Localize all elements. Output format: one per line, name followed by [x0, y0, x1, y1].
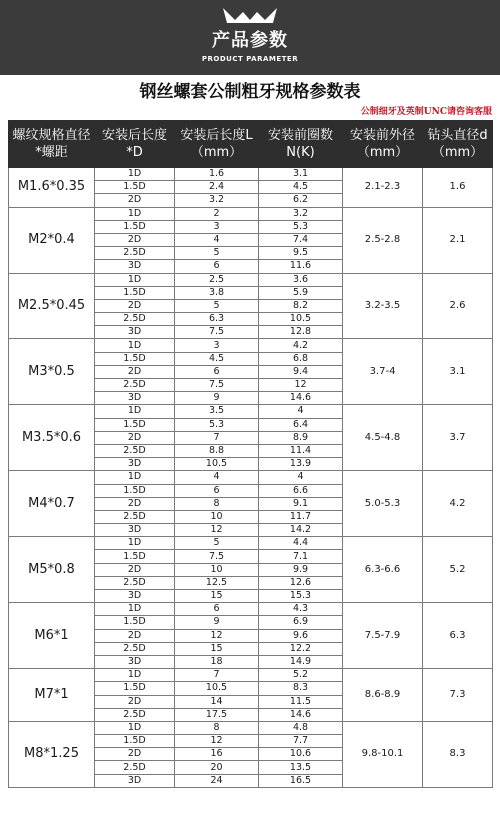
product-parameter-banner — [0, 0, 500, 75]
spec-cell: M3.5*0.6 — [9, 405, 95, 471]
length-factor-cell: 3D — [95, 260, 175, 273]
turns-cell: 7.1 — [259, 550, 343, 563]
length-factor-cell: 2D — [95, 194, 175, 207]
length-cell: 2.4 — [175, 181, 259, 194]
length-cell: 5 — [175, 537, 259, 550]
turns-cell: 12 — [259, 379, 343, 392]
drill-diameter-cell: 6.3 — [423, 603, 493, 669]
length-factor-cell: 2.5D — [95, 761, 175, 774]
length-cell: 12.5 — [175, 576, 259, 589]
length-factor-cell: 1.5D — [95, 220, 175, 233]
length-factor-cell: 2D — [95, 431, 175, 444]
length-factor-cell: 1.5D — [95, 682, 175, 695]
outer-diameter-cell: 3.7-4 — [343, 339, 423, 405]
table-row — [9, 537, 493, 550]
turns-cell: 4.8 — [259, 721, 343, 734]
length-factor-cell: 2D — [95, 299, 175, 312]
length-factor-cell: 1D — [95, 537, 175, 550]
turns-cell: 11.5 — [259, 695, 343, 708]
length-cell: 4 — [175, 471, 259, 484]
outer-diameter-cell: 4.5-4.8 — [343, 405, 423, 471]
length-cell: 7.5 — [175, 550, 259, 563]
length-factor-cell: 1D — [95, 168, 175, 181]
banner-title: 产品参数 — [212, 30, 288, 51]
turns-cell: 12.8 — [259, 326, 343, 339]
length-cell: 1.6 — [175, 168, 259, 181]
length-factor-cell: 2.5D — [95, 642, 175, 655]
table-row — [9, 207, 493, 220]
length-cell: 14 — [175, 695, 259, 708]
turns-cell: 5.9 — [259, 286, 343, 299]
length-factor-cell: 2.5D — [95, 708, 175, 721]
outer-diameter-cell: 7.5-7.9 — [343, 603, 423, 669]
length-factor-cell: 2D — [95, 365, 175, 378]
length-factor-cell: 1.5D — [95, 352, 175, 365]
outer-diameter-cell: 5.0-5.3 — [343, 471, 423, 537]
length-cell: 3 — [175, 220, 259, 233]
length-cell: 12 — [175, 629, 259, 642]
outer-diameter-cell: 9.8-10.1 — [343, 721, 423, 787]
turns-cell: 7.4 — [259, 233, 343, 246]
length-cell: 3.5 — [175, 405, 259, 418]
table-row — [9, 339, 493, 352]
spec-cell: M5*0.8 — [9, 537, 95, 603]
turns-cell: 8.2 — [259, 299, 343, 312]
length-factor-cell: 1D — [95, 471, 175, 484]
length-factor-cell: 1.5D — [95, 735, 175, 748]
turns-cell: 10.5 — [259, 313, 343, 326]
table-row — [9, 405, 493, 418]
turns-cell: 4.3 — [259, 603, 343, 616]
length-cell: 10.5 — [175, 458, 259, 471]
drill-diameter-cell: 4.2 — [423, 471, 493, 537]
length-cell: 12 — [175, 524, 259, 537]
length-factor-cell: 3D — [95, 392, 175, 405]
table-row — [9, 721, 493, 734]
length-factor-cell: 2.5D — [95, 444, 175, 457]
turns-cell: 13.5 — [259, 761, 343, 774]
length-cell: 5.3 — [175, 418, 259, 431]
turns-cell: 3.6 — [259, 273, 343, 286]
turns-cell: 9.9 — [259, 563, 343, 576]
turns-cell: 6.4 — [259, 418, 343, 431]
length-cell: 6.3 — [175, 313, 259, 326]
turns-cell: 14.6 — [259, 708, 343, 721]
length-cell: 3.8 — [175, 286, 259, 299]
drill-diameter-cell: 2.1 — [423, 207, 493, 273]
spec-cell: M3*0.5 — [9, 339, 95, 405]
turns-cell: 15.3 — [259, 590, 343, 603]
length-factor-cell: 2.5D — [95, 379, 175, 392]
outer-diameter-cell: 2.5-2.8 — [343, 207, 423, 273]
length-factor-cell: 2D — [95, 497, 175, 510]
length-factor-cell: 2.5D — [95, 510, 175, 523]
col-header-drill-diameter: 钻头直径d（mm） — [423, 121, 493, 168]
length-cell: 8.8 — [175, 444, 259, 457]
length-factor-cell: 2D — [95, 563, 175, 576]
turns-cell: 4.2 — [259, 339, 343, 352]
spec-cell: M1.6*0.35 — [9, 168, 95, 208]
length-cell: 6 — [175, 603, 259, 616]
banner-subtitle: PRODUCT PARAMETER — [201, 55, 299, 63]
outer-diameter-cell: 2.1-2.3 — [343, 168, 423, 208]
length-factor-cell: 3D — [95, 458, 175, 471]
length-factor-cell: 3D — [95, 326, 175, 339]
turns-cell: 6.8 — [259, 352, 343, 365]
length-cell: 16 — [175, 748, 259, 761]
length-factor-cell: 2.5D — [95, 313, 175, 326]
length-cell: 10 — [175, 563, 259, 576]
length-factor-cell: 1.5D — [95, 181, 175, 194]
length-factor-cell: 1.5D — [95, 418, 175, 431]
length-cell: 9 — [175, 616, 259, 629]
turns-cell: 13.9 — [259, 458, 343, 471]
spec-table — [8, 120, 493, 788]
length-cell: 10.5 — [175, 682, 259, 695]
drill-diameter-cell: 3.7 — [423, 405, 493, 471]
length-cell: 24 — [175, 774, 259, 787]
length-cell: 2 — [175, 207, 259, 220]
drill-diameter-cell: 5.2 — [423, 537, 493, 603]
turns-cell: 12.2 — [259, 642, 343, 655]
table-row — [9, 603, 493, 616]
length-cell: 3.2 — [175, 194, 259, 207]
table-row — [9, 168, 493, 181]
turns-cell: 5.3 — [259, 220, 343, 233]
length-cell: 6 — [175, 484, 259, 497]
spec-cell: M4*0.7 — [9, 471, 95, 537]
length-cell: 7 — [175, 431, 259, 444]
table-title: 钢丝螺套公制粗牙规格参数表 — [139, 82, 361, 102]
length-factor-cell: 3D — [95, 590, 175, 603]
turns-cell: 6.6 — [259, 484, 343, 497]
turns-cell: 9.1 — [259, 497, 343, 510]
length-factor-cell: 3D — [95, 774, 175, 787]
turns-cell: 9.5 — [259, 247, 343, 260]
turns-cell: 3.1 — [259, 168, 343, 181]
length-cell: 17.5 — [175, 708, 259, 721]
length-factor-cell: 1D — [95, 721, 175, 734]
length-cell: 6 — [175, 365, 259, 378]
col-header-spec: 螺纹规格直径*螺距 — [9, 121, 95, 168]
length-cell: 8 — [175, 721, 259, 734]
col-header-turns: 安装前圈数N(K) — [259, 121, 343, 168]
inquiry-note: 公制细牙及英制UNC请咨询客服 — [360, 107, 492, 117]
length-cell: 7.5 — [175, 326, 259, 339]
drill-diameter-cell: 2.6 — [423, 273, 493, 339]
length-cell: 7 — [175, 669, 259, 682]
length-factor-cell: 1.5D — [95, 286, 175, 299]
length-cell: 7.5 — [175, 379, 259, 392]
length-cell: 5 — [175, 247, 259, 260]
turns-cell: 11.7 — [259, 510, 343, 523]
length-factor-cell: 3D — [95, 655, 175, 668]
length-factor-cell: 3D — [95, 524, 175, 537]
length-factor-cell: 1D — [95, 405, 175, 418]
turns-cell: 12.6 — [259, 576, 343, 589]
table-row — [9, 273, 493, 286]
length-factor-cell: 2D — [95, 629, 175, 642]
length-factor-cell: 1D — [95, 339, 175, 352]
crown-icon — [221, 6, 279, 24]
turns-cell: 9.6 — [259, 629, 343, 642]
outer-diameter-cell: 6.3-6.6 — [343, 537, 423, 603]
length-factor-cell: 2.5D — [95, 576, 175, 589]
length-cell: 15 — [175, 590, 259, 603]
col-header-outer-diameter: 安装前外径（mm） — [343, 121, 423, 168]
length-factor-cell: 1D — [95, 603, 175, 616]
spec-cell: M8*1.25 — [9, 721, 95, 787]
turns-cell: 14.2 — [259, 524, 343, 537]
spec-cell: M2.5*0.45 — [9, 273, 95, 339]
turns-cell: 16.5 — [259, 774, 343, 787]
turns-cell: 4.4 — [259, 537, 343, 550]
turns-cell: 4 — [259, 405, 343, 418]
length-cell: 6 — [175, 260, 259, 273]
outer-diameter-cell: 8.6-8.9 — [343, 669, 423, 722]
spec-cell: M7*1 — [9, 669, 95, 722]
turns-cell: 3.2 — [259, 207, 343, 220]
length-factor-cell: 1.5D — [95, 484, 175, 497]
turns-cell: 4.5 — [259, 181, 343, 194]
turns-cell: 11.4 — [259, 444, 343, 457]
table-body — [9, 168, 493, 788]
turns-cell: 4 — [259, 471, 343, 484]
length-cell: 20 — [175, 761, 259, 774]
col-header-length: 安装后长度L（mm） — [175, 121, 259, 168]
table-row — [9, 669, 493, 682]
drill-diameter-cell: 3.1 — [423, 339, 493, 405]
length-factor-cell: 1D — [95, 273, 175, 286]
turns-cell: 6.9 — [259, 616, 343, 629]
length-factor-cell: 2.5D — [95, 247, 175, 260]
length-cell: 4.5 — [175, 352, 259, 365]
length-cell: 4 — [175, 233, 259, 246]
length-cell: 18 — [175, 655, 259, 668]
turns-cell: 14.9 — [259, 655, 343, 668]
col-header-length-factor: 安装后长度*D — [95, 121, 175, 168]
spec-cell: M6*1 — [9, 603, 95, 669]
table-row — [9, 471, 493, 484]
turns-cell: 6.2 — [259, 194, 343, 207]
length-factor-cell: 1.5D — [95, 550, 175, 563]
length-factor-cell: 1D — [95, 669, 175, 682]
turns-cell: 9.4 — [259, 365, 343, 378]
turns-cell: 7.7 — [259, 735, 343, 748]
length-cell: 2.5 — [175, 273, 259, 286]
table-header-row — [9, 121, 493, 168]
length-cell: 15 — [175, 642, 259, 655]
turns-cell: 5.2 — [259, 669, 343, 682]
length-factor-cell: 2D — [95, 233, 175, 246]
length-factor-cell: 1.5D — [95, 616, 175, 629]
turns-cell: 11.6 — [259, 260, 343, 273]
drill-diameter-cell: 8.3 — [423, 721, 493, 787]
length-factor-cell: 2D — [95, 695, 175, 708]
length-factor-cell: 2D — [95, 748, 175, 761]
length-cell: 10 — [175, 510, 259, 523]
turns-cell: 8.9 — [259, 431, 343, 444]
length-cell: 8 — [175, 497, 259, 510]
length-cell: 3 — [175, 339, 259, 352]
drill-diameter-cell: 7.3 — [423, 669, 493, 722]
spec-cell: M2*0.4 — [9, 207, 95, 273]
drill-diameter-cell: 1.6 — [423, 168, 493, 208]
length-cell: 5 — [175, 299, 259, 312]
outer-diameter-cell: 3.2-3.5 — [343, 273, 423, 339]
turns-cell: 14.6 — [259, 392, 343, 405]
turns-cell: 10.6 — [259, 748, 343, 761]
length-cell: 12 — [175, 735, 259, 748]
turns-cell: 8.3 — [259, 682, 343, 695]
length-cell: 9 — [175, 392, 259, 405]
length-factor-cell: 1D — [95, 207, 175, 220]
